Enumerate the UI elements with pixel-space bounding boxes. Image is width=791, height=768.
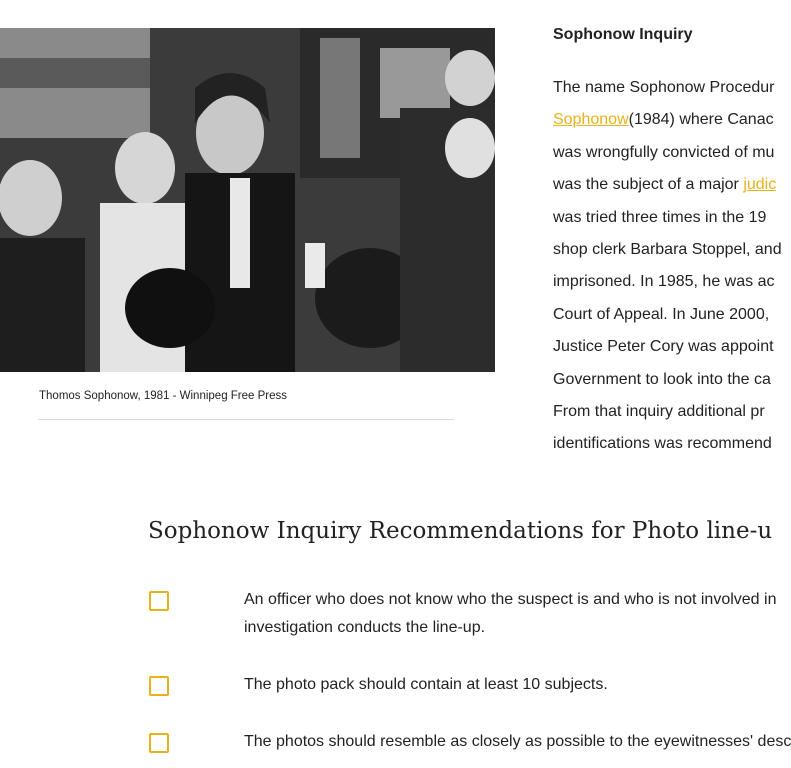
recommendation-text-line1: An officer who does not know who the suspect is and who is not involved in	[244, 591, 777, 608]
article-line: was wrongfully convicted of mu	[553, 143, 775, 161]
recommendation-text-line1: The photo pack should contain at least 10 subjects.	[244, 676, 608, 693]
article-line-text: (1984) where Canac	[628, 111, 774, 129]
sophonow-link[interactable]: Sophonow	[553, 111, 629, 129]
article-column	[553, 24, 782, 461]
article-line: shop clerk Barbara Stoppel, and	[553, 240, 782, 258]
recommendation-text-line2: investigation conducts the line-up.	[244, 619, 486, 636]
judicial-link[interactable]: judic	[743, 176, 777, 194]
article-title: Sophonow Inquiry	[553, 26, 693, 43]
article-line: imprisoned. In 1985, he was ac	[553, 273, 775, 291]
article-line: Court of Appeal. In June 2000,	[553, 305, 770, 323]
recommendations-title: Sophonow Inquiry Recommendations for Photo line-u	[148, 518, 773, 544]
photo-icon	[0, 28, 495, 372]
article-line: identifications was recommend	[553, 435, 772, 453]
checkbox[interactable]	[149, 591, 169, 611]
article-line	[553, 169, 777, 201]
news-photo	[0, 28, 495, 372]
article-line: was tried three times in the 19	[553, 208, 767, 226]
checkbox[interactable]	[149, 733, 169, 753]
recommendation-text-line1: The photos should resemble as closely as possible to the eyewitnesses' desc	[244, 733, 791, 750]
article-line: The name Sophonow Procedur	[553, 79, 775, 96]
article-line: From that inquiry additional pr	[553, 402, 765, 420]
photo-caption: Thomos Sophonow, 1981 - Winnipeg Free Press	[39, 390, 288, 402]
article-line: Government to look into the ca	[553, 370, 771, 388]
article-line	[553, 104, 774, 136]
article-line-text: was the subject of a major	[553, 176, 744, 194]
article-line: Justice Peter Cory was appoint	[553, 338, 774, 356]
checkbox[interactable]	[149, 676, 169, 696]
caption-divider	[38, 419, 454, 420]
news-photo-block	[0, 28, 495, 372]
article-body	[553, 72, 782, 461]
